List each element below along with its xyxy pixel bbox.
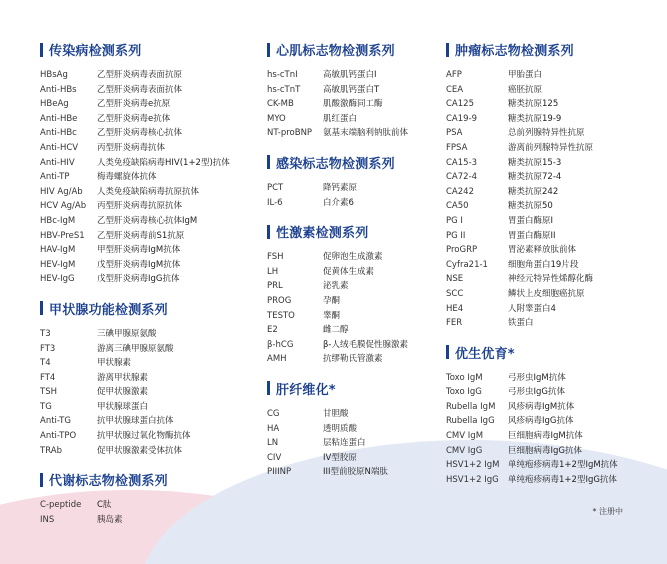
- item-name: 神经元特异性烯醇化酶: [508, 274, 594, 285]
- item-code: CMV IgG: [446, 445, 483, 456]
- item-list: [446, 68, 656, 331]
- item-code: LN: [267, 438, 279, 449]
- list-item: [40, 400, 255, 415]
- item-code: T3: [40, 328, 51, 339]
- list-item: [267, 196, 442, 211]
- list-item: [40, 513, 255, 528]
- list-item: [267, 323, 442, 338]
- item-name: 甲型肝炎病毒IgM抗体: [97, 245, 181, 256]
- item-code: C-peptide: [40, 500, 82, 511]
- list-item: [40, 97, 255, 112]
- list-item: [446, 429, 656, 444]
- item-code: TG: [40, 401, 52, 412]
- item-code: Anti-HIV: [40, 157, 75, 168]
- title-bar-marker: [267, 43, 270, 57]
- item-name: 三碘甲腺原氨酸: [97, 328, 157, 339]
- title-bar-marker: [446, 43, 449, 57]
- list-item: [446, 400, 656, 415]
- item-code: Rubella IgG: [446, 416, 495, 427]
- item-code: HBV-PreS1: [40, 230, 85, 241]
- item-name: 睾酮: [323, 310, 341, 321]
- column-right: [446, 40, 656, 499]
- item-name: 促甲状腺激素: [97, 387, 149, 398]
- item-name: 甘胆酸: [323, 408, 349, 419]
- list-item: [40, 356, 255, 371]
- list-item: [40, 272, 255, 287]
- item-code: Toxo IgM: [446, 372, 483, 383]
- item-name: C肽: [97, 500, 112, 511]
- item-name: 游离甲状腺素: [97, 372, 149, 383]
- list-item: [267, 250, 442, 265]
- item-name: 促卵泡生成激素: [323, 252, 383, 263]
- item-name: 雌二醇: [323, 325, 349, 336]
- item-name: 糖类抗原15-3: [508, 157, 562, 168]
- item-name: III型前胶原N端肽: [323, 467, 388, 478]
- item-name: 促黄体生成素: [323, 266, 375, 277]
- list-item: [446, 272, 656, 287]
- item-code: HCV Ag/Ab: [40, 201, 87, 212]
- item-code: Anti-TPO: [40, 431, 77, 442]
- item-name: 乙型肝炎病毒表面抗体: [97, 84, 183, 95]
- item-name: 胃蛋白酶原II: [508, 230, 556, 241]
- item-code: CA15-3: [446, 157, 478, 168]
- item-code: IL-6: [267, 197, 283, 208]
- list-item: [446, 214, 656, 229]
- list-item: [446, 473, 656, 488]
- list-item: [446, 229, 656, 244]
- item-list: [267, 407, 442, 480]
- title-bar-marker: [446, 345, 449, 359]
- item-code: PSA: [446, 128, 463, 139]
- list-item: [446, 170, 656, 185]
- item-code: CA72-4: [446, 172, 478, 183]
- section-cardiac: [267, 40, 442, 141]
- item-name: 梅毒螺旋体抗体: [97, 172, 157, 183]
- section-title: 肿瘤标志物检测系列: [446, 40, 656, 59]
- item-code: FSH: [267, 252, 284, 263]
- list-item: [446, 156, 656, 171]
- item-name: 乙型肝炎病毒前S1抗原: [97, 230, 185, 241]
- item-code: PRL: [267, 281, 283, 292]
- item-name: 单纯疱疹病毒1+2型IgG抗体: [508, 474, 617, 485]
- list-item: [267, 436, 442, 451]
- item-list: [40, 68, 255, 287]
- item-name: 癌胚抗原: [508, 84, 543, 95]
- list-item: [446, 83, 656, 98]
- item-code: Rubella IgM: [446, 401, 496, 412]
- item-name: 甲胎蛋白: [508, 70, 543, 80]
- item-name: 人附睾蛋白4: [508, 303, 556, 314]
- item-name: 戊型肝炎病毒IgM抗体: [97, 259, 181, 270]
- item-name: 鳞状上皮细胞癌抗原: [508, 288, 585, 299]
- list-item: [40, 156, 255, 171]
- item-code: HAV-IgM: [40, 245, 76, 256]
- item-name: 肌酸激酶同工酶: [323, 99, 383, 110]
- section-title: 感染标志物检测系列: [267, 153, 442, 172]
- item-code: HIV Ag/Ab: [40, 186, 83, 197]
- list-item: [267, 407, 442, 422]
- list-item: [267, 451, 442, 466]
- item-code: MYO: [267, 113, 286, 124]
- list-item: [40, 498, 255, 513]
- item-code: PG I: [446, 215, 463, 226]
- item-name: 乙型肝炎病毒核心抗体: [97, 128, 183, 139]
- item-list: [267, 181, 442, 210]
- list-item: [267, 83, 442, 98]
- section-title: 代谢标志物检测系列: [40, 470, 255, 489]
- list-item: [40, 112, 255, 127]
- list-item: [446, 141, 656, 156]
- list-item: [446, 287, 656, 302]
- item-name: 游离前列腺特异性抗原: [508, 142, 594, 153]
- list-item: [40, 371, 255, 386]
- item-code: HA: [267, 423, 280, 434]
- item-list: [446, 371, 656, 488]
- list-item: [40, 444, 255, 459]
- item-code: E2: [267, 325, 278, 336]
- list-item: [446, 126, 656, 141]
- item-code: Anti-TG: [40, 416, 71, 427]
- item-list: [267, 68, 442, 141]
- list-item: [40, 243, 255, 258]
- list-item: [267, 97, 442, 112]
- item-name: 胰岛素: [97, 514, 123, 525]
- section-hormones: [267, 222, 442, 367]
- item-name: 糖类抗原242: [508, 186, 559, 197]
- item-name: 丙型肝炎病毒抗原抗体: [97, 201, 183, 212]
- item-name: 促甲状腺激素受体抗体: [97, 445, 183, 456]
- item-name: 细胞角蛋白19片段: [508, 259, 579, 270]
- item-code: TESTO: [267, 310, 295, 321]
- list-item: [40, 126, 255, 141]
- item-code: TRAb: [40, 445, 62, 456]
- item-name: 乙型肝炎病毒e抗体: [97, 113, 171, 124]
- item-code: PROG: [267, 295, 292, 306]
- item-name: 弓形虫IgG抗体: [508, 387, 565, 398]
- list-item: [40, 141, 255, 156]
- section-title: 传染病检测系列: [40, 40, 255, 59]
- item-code: T4: [40, 358, 51, 369]
- list-item: [446, 258, 656, 273]
- footnote: * 注册中: [592, 507, 623, 516]
- item-name: 胃蛋白酶原I: [508, 215, 554, 226]
- item-list: [40, 327, 255, 458]
- item-name: 人类免疫缺陷病毒HIV(1+2型)抗体: [97, 157, 230, 168]
- item-code: CA19-9: [446, 113, 478, 124]
- item-code: HBc-IgM: [40, 215, 76, 226]
- item-name: 戊型肝炎病毒IgG抗体: [97, 274, 180, 285]
- list-item: [40, 414, 255, 429]
- list-item: [446, 316, 656, 331]
- item-code: AFP: [446, 70, 462, 80]
- section-eugenics: [446, 343, 656, 488]
- item-name: 乙型肝炎病毒表面抗原: [97, 70, 183, 80]
- item-code: ProGRP: [446, 245, 478, 256]
- item-code: hs-cTnI: [267, 70, 298, 80]
- item-name: 风疹病毒IgG抗体: [508, 416, 574, 427]
- item-code: LH: [267, 266, 279, 277]
- item-code: Anti-TP: [40, 172, 70, 183]
- item-code: FT3: [40, 343, 56, 354]
- item-code: Anti-HCV: [40, 142, 79, 153]
- section-title: 肝纤维化*: [267, 379, 442, 398]
- item-name: 白介素6: [323, 197, 354, 208]
- item-code: CA125: [446, 99, 474, 110]
- item-code: β-hCG: [267, 339, 294, 350]
- item-name: 肌红蛋白: [323, 113, 358, 124]
- item-code: FPSA: [446, 142, 468, 153]
- item-name: 丙型肝炎病毒抗体: [97, 142, 166, 153]
- item-name: 高敏肌钙蛋白T: [323, 84, 380, 95]
- item-name: 胃泌素释放肽前体: [508, 245, 577, 256]
- item-name: 抗缪勒氏管激素: [323, 354, 383, 365]
- section-metabolic: [40, 470, 255, 527]
- list-item: [446, 385, 656, 400]
- list-item: [40, 229, 255, 244]
- section-fibrosis: [267, 379, 442, 480]
- list-item: [446, 414, 656, 429]
- item-name: 铁蛋白: [508, 318, 534, 329]
- item-name: 泌乳素: [323, 281, 349, 292]
- list-item: [40, 185, 255, 200]
- list-item: [446, 302, 656, 317]
- item-code: PCT: [267, 182, 284, 193]
- list-item: [267, 352, 442, 367]
- item-code: CEA: [446, 84, 464, 95]
- item-code: CMV IgM: [446, 431, 484, 442]
- item-code: SCC: [446, 288, 464, 299]
- item-code: Anti-HBe: [40, 113, 78, 124]
- list-item: [267, 422, 442, 437]
- list-item: [40, 342, 255, 357]
- item-code: FER: [446, 318, 463, 329]
- item-code: Toxo IgG: [446, 387, 482, 398]
- item-code: Cyfra21-1: [446, 259, 488, 270]
- item-code: PIIINP: [267, 467, 292, 478]
- list-item: [267, 294, 442, 309]
- item-name: 乙型肝炎病毒e抗原: [97, 99, 171, 110]
- list-item: [40, 258, 255, 273]
- item-name: 糖类抗原72-4: [508, 172, 562, 183]
- section-tumor: [446, 40, 656, 331]
- section-infection-markers: [267, 153, 442, 210]
- item-code: HSV1+2 IgM: [446, 460, 500, 471]
- item-name: 巨细胞病毒IgG抗体: [508, 445, 582, 456]
- item-name: 糖类抗原19-9: [508, 113, 562, 124]
- item-code: HBsAg: [40, 70, 68, 80]
- item-list: [267, 250, 442, 367]
- column-left: [40, 40, 255, 539]
- item-name: 弓形虫IgM抗体: [508, 372, 566, 383]
- item-list: [40, 498, 255, 527]
- item-code: HBeAg: [40, 99, 69, 110]
- list-item: [446, 458, 656, 473]
- item-name: 甲状腺素: [97, 358, 132, 369]
- section-title: 甲状腺功能检测系列: [40, 299, 255, 318]
- item-name: 单纯疱疹病毒1+2型IgM抗体: [508, 460, 618, 471]
- item-name: 人类免疫缺陷病毒抗原抗体: [97, 186, 200, 197]
- item-code: FT4: [40, 372, 56, 383]
- item-name: 糖类抗原125: [508, 99, 559, 110]
- item-code: NT-proBNP: [267, 128, 313, 139]
- item-name: 总前列腺特异性抗原: [508, 128, 585, 139]
- title-bar-marker: [267, 381, 270, 395]
- list-item: [40, 385, 255, 400]
- title-bar-marker: [267, 155, 270, 169]
- list-item: [40, 83, 255, 98]
- list-item: [267, 309, 442, 324]
- list-item: [267, 112, 442, 127]
- item-name: 透明质酸: [323, 423, 358, 434]
- item-name: 高敏肌钙蛋白I: [323, 70, 377, 80]
- item-code: TSH: [40, 387, 57, 398]
- item-code: hs-cTnT: [267, 84, 301, 95]
- item-code: Anti-HBc: [40, 128, 77, 139]
- list-item: [40, 68, 255, 83]
- title-bar-marker: [40, 43, 43, 57]
- title-bar-marker: [40, 473, 43, 487]
- item-name: 巨细胞病毒IgM抗体: [508, 431, 583, 442]
- list-item: [267, 68, 442, 83]
- item-code: CK-MB: [267, 99, 294, 110]
- title-bar-marker: [40, 301, 43, 315]
- item-code: Anti-HBs: [40, 84, 77, 95]
- section-title: 性激素检测系列: [267, 222, 442, 241]
- item-code: CA242: [446, 186, 474, 197]
- item-name: 孕酮: [323, 295, 341, 306]
- section-title: 优生优育*: [446, 343, 656, 362]
- item-name: 抗甲状腺球蛋白抗体: [97, 416, 174, 427]
- item-code: HEV-IgM: [40, 259, 76, 270]
- item-code: CIV: [267, 452, 282, 463]
- list-item: [40, 214, 255, 229]
- item-code: HSV1+2 IgG: [446, 474, 499, 485]
- item-name: 游离三碘甲腺原氨酸: [97, 343, 174, 354]
- list-item: [446, 97, 656, 112]
- list-item: [446, 444, 656, 459]
- list-item: [267, 279, 442, 294]
- item-name: 乙型肝炎病毒核心抗体IgM: [97, 215, 198, 226]
- list-item: [40, 170, 255, 185]
- section-infectious: [40, 40, 255, 287]
- title-bar-marker: [267, 225, 270, 239]
- list-item: [40, 199, 255, 214]
- item-code: PG II: [446, 230, 466, 241]
- section-thyroid: [40, 299, 255, 458]
- list-item: [40, 327, 255, 342]
- item-code: NSE: [446, 274, 464, 285]
- item-name: 层粘连蛋白: [323, 438, 366, 449]
- item-name: IV型胶原: [323, 452, 357, 463]
- list-item: [267, 338, 442, 353]
- item-name: β-人绒毛膜促性腺激素: [323, 339, 408, 350]
- list-item: [267, 126, 442, 141]
- list-item: [267, 465, 442, 480]
- item-code: HE4: [446, 303, 464, 314]
- item-name: 降钙素原: [323, 182, 358, 193]
- list-item: [446, 185, 656, 200]
- item-code: CA50: [446, 201, 469, 212]
- list-item: [446, 112, 656, 127]
- item-name: 甲状腺球蛋白: [97, 401, 149, 412]
- item-name: 氨基末端脑利钠肽前体: [323, 128, 409, 139]
- item-name: 风疹病毒IgM抗体: [508, 401, 575, 412]
- list-item: [267, 265, 442, 280]
- item-code: INS: [40, 514, 55, 525]
- list-item: [267, 181, 442, 196]
- item-code: HEV-IgG: [40, 274, 75, 285]
- section-title: 心肌标志物检测系列: [267, 40, 442, 59]
- list-item: [40, 429, 255, 444]
- item-name: 糖类抗原50: [508, 201, 553, 212]
- list-item: [446, 199, 656, 214]
- item-name: 抗甲状腺过氧化物酶抗体: [97, 431, 191, 442]
- item-code: CG: [267, 408, 280, 419]
- item-code: AMH: [267, 354, 287, 365]
- list-item: [446, 68, 656, 83]
- list-item: [446, 243, 656, 258]
- list-item: [446, 371, 656, 386]
- column-middle: [267, 40, 442, 492]
